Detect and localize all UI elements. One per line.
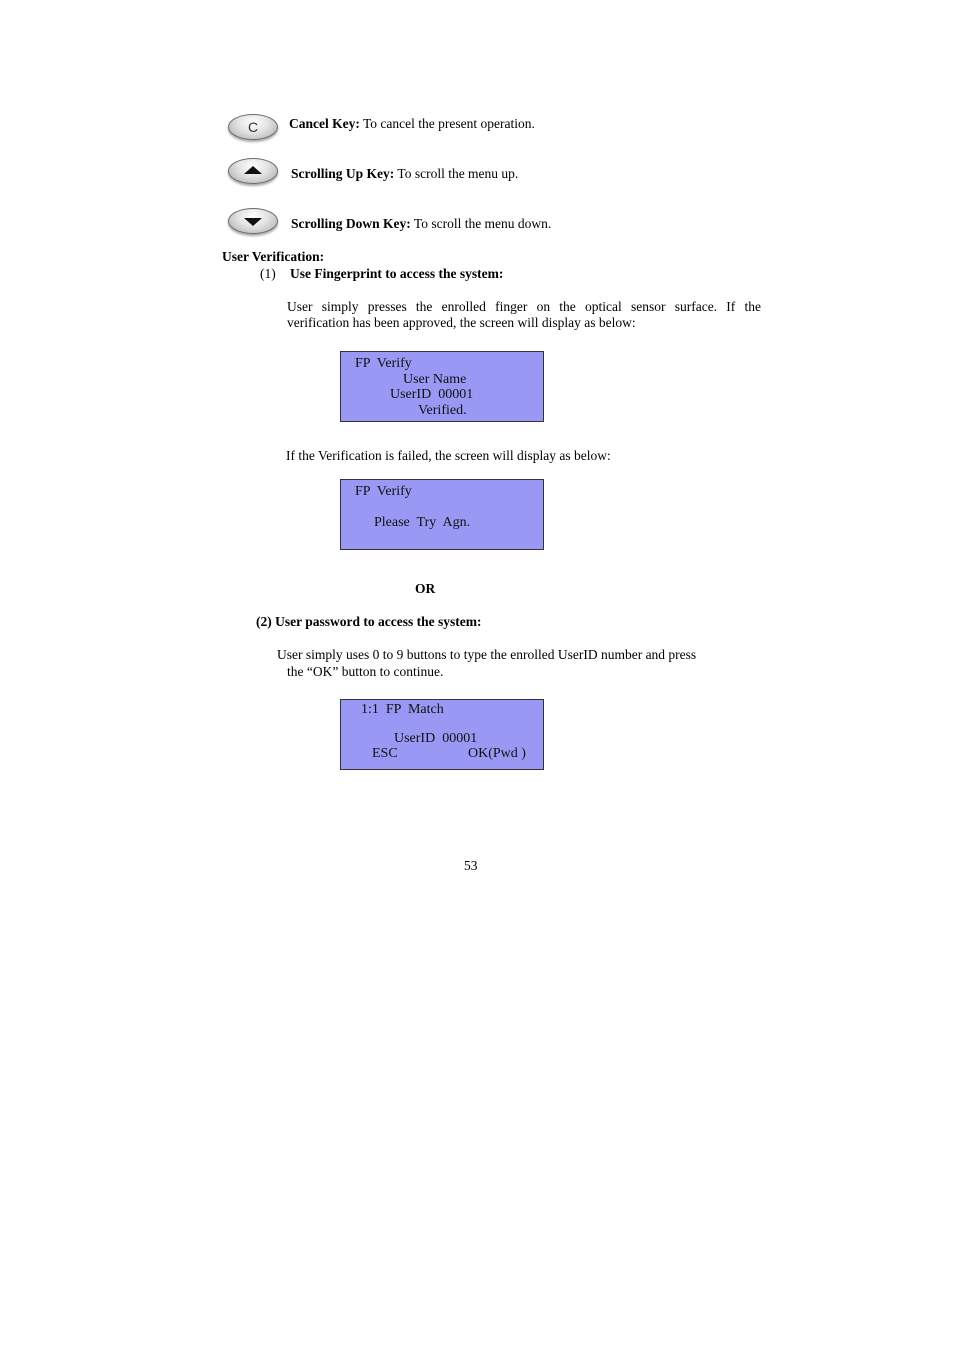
or-separator xyxy=(415,581,435,597)
scroll-up-key-text: To scroll the menu up. xyxy=(394,166,519,181)
lcd-screen-match xyxy=(340,699,544,770)
cancel-key-glyph: C xyxy=(247,119,259,135)
cancel-key-text: To cancel the present operation. xyxy=(359,116,535,131)
failed-text: If the Verification is failed, the screen will display as below: xyxy=(286,448,611,463)
or-text: OR xyxy=(415,581,436,596)
screen3-esc: ESC xyxy=(372,746,398,761)
item1-paragraph-line1: User simply presses the enrolled finger on the optical sensor surface. If the xyxy=(287,299,761,314)
screen2-line1: FP Verify xyxy=(355,484,412,499)
cancel-key-title: Cancel Key: xyxy=(289,116,360,131)
screen1-line3: UserID 00001 xyxy=(390,387,474,402)
item1-number: (1) xyxy=(260,266,276,281)
item1-title-text: Use Fingerprint to access the system: xyxy=(290,266,504,281)
section-title xyxy=(222,249,324,265)
item2-paragraph-line2: the “OK” button to continue. xyxy=(287,664,444,679)
item1-paragraph-line2: verification has been approved, the screen will display as below: xyxy=(287,315,636,330)
cancel-key-icon xyxy=(228,114,278,140)
lcd-screen-verified xyxy=(340,351,544,422)
scroll-down-key-icon xyxy=(228,208,278,234)
lcd-screen-failed xyxy=(340,479,544,550)
screen1-line4: Verified. xyxy=(418,403,467,418)
scroll-up-key-icon xyxy=(228,158,278,184)
screen2-line2: Please Try Agn. xyxy=(374,515,471,530)
screen3-line1: 1:1 FP Match xyxy=(361,702,444,717)
scroll-up-key-description xyxy=(291,166,518,182)
scroll-down-key-description xyxy=(291,216,551,232)
scroll-down-key-text: To scroll the menu down. xyxy=(410,216,552,231)
screen1-line1: FP Verify xyxy=(355,356,412,371)
page-number: 53 xyxy=(464,858,478,873)
item2-title xyxy=(256,614,481,630)
scroll-down-key-title: Scrolling Down Key: xyxy=(291,216,411,231)
scroll-up-key-title: Scrolling Up Key: xyxy=(291,166,395,181)
section-title-text: User Verification: xyxy=(222,249,325,264)
up-triangle-icon xyxy=(244,166,262,174)
screen3-line2: UserID 00001 xyxy=(394,731,478,746)
item2-title-text: (2) User password to access the system: xyxy=(256,614,482,629)
screen3-ok: OK(Pwd ) xyxy=(468,746,526,761)
cancel-key-description xyxy=(289,116,535,132)
screen1-line2: User Name xyxy=(403,372,467,387)
item2-paragraph-line1: User simply uses 0 to 9 buttons to type the enrolled UserID number and press xyxy=(277,647,697,662)
item1-title xyxy=(290,266,503,282)
down-triangle-icon xyxy=(244,218,262,226)
